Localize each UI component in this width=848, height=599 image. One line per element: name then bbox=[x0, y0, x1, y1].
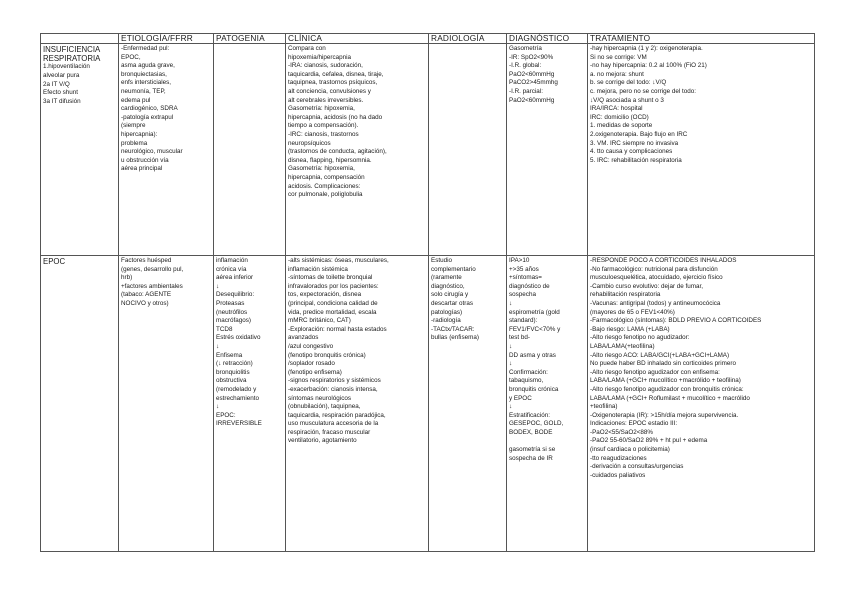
text-line: -No farmacológico: nutricional para disfunción bbox=[590, 265, 718, 273]
text-line: Si no se corrige: VM bbox=[590, 53, 647, 61]
text-line: (mayores de 65 o FEV1<40%) bbox=[590, 308, 675, 316]
text-line: inflamación sistémica bbox=[288, 265, 348, 273]
row-title bbox=[43, 257, 116, 266]
text-line: Estudio bbox=[431, 257, 453, 264]
text-line: (principal, condiciona calidad de bbox=[288, 299, 378, 307]
text-line: ↓ bbox=[509, 342, 513, 350]
text-line: diagnóstico, bbox=[431, 282, 465, 290]
text-line: ↓ bbox=[509, 403, 513, 411]
text-line: 5. IRC: rehabilitación respiratoria bbox=[590, 156, 682, 164]
text-line: tiempo a compensación). bbox=[288, 122, 359, 130]
text-line: (↓ retracción) bbox=[216, 360, 253, 368]
text-line: Desequilibrio: bbox=[216, 291, 255, 299]
text-line: -Exploración: normal hasta estados bbox=[288, 325, 387, 333]
text-line: taquicardia, cefalea, disnea, tiraje, bbox=[288, 70, 384, 78]
cell-patogenia bbox=[214, 256, 286, 552]
text-line: enfs intersticiales, bbox=[121, 79, 172, 87]
text-line: patologías) bbox=[431, 308, 463, 316]
text-line bbox=[509, 437, 585, 446]
text-line: standard): bbox=[509, 317, 538, 325]
text-line: respiración, fracaso muscular bbox=[288, 428, 371, 436]
text-line: acidosis. Complicaciones: bbox=[288, 182, 361, 190]
text-line: BODEX, BODE bbox=[509, 428, 553, 436]
table-row-insuficiencia bbox=[41, 44, 815, 256]
text-line: test bd- bbox=[509, 334, 530, 342]
text-line: (insuf cardiaca o policitemia) bbox=[590, 446, 670, 454]
cell-diagnostico bbox=[507, 44, 588, 256]
text-line: -RESPONDE POCO A CORTICOIDES INHALADOS bbox=[590, 257, 737, 264]
text-line: EPOC, bbox=[121, 53, 141, 61]
text-line: NOCIVO y otros) bbox=[121, 299, 169, 307]
header-radiologia: RADIOLOGÍA bbox=[429, 34, 507, 44]
text-line: hipercapnia, acidosis (no ha dado bbox=[288, 113, 383, 121]
text-line: neumonía, TEP, bbox=[121, 87, 166, 95]
text-line: -Cambio curso evolutivo: dejar de fumar, bbox=[590, 282, 704, 290]
text-line: hipercapnia): bbox=[121, 130, 158, 138]
text-line: -Alto riesgo fenotipo no agudizador: bbox=[590, 334, 690, 342]
text-line: INSUFICIENCIA bbox=[43, 45, 101, 54]
cell-etiologia bbox=[119, 256, 214, 552]
text-line: (siempre bbox=[121, 122, 146, 130]
text-line: RESPIRATORIA bbox=[43, 54, 101, 64]
text-line: ↓V/Q asociada a shunt o 3 bbox=[590, 96, 664, 104]
text-line: bronquiolitis bbox=[216, 368, 250, 376]
text-line: alt cerebrales irreversibles. bbox=[288, 96, 364, 104]
text-line: (tabaco: AGENTE bbox=[121, 291, 172, 299]
text-line: -IR: SpO2<90% bbox=[509, 53, 554, 61]
text-line: b. se corrige del todo: ↓V/Q bbox=[590, 79, 667, 87]
text-line: PaCO2>45mmhg bbox=[509, 79, 558, 87]
text-line: -I.R. parcial: bbox=[509, 87, 543, 95]
text-line: aérea inferior bbox=[216, 274, 254, 282]
text-line: -TACtx/TACAR: bbox=[431, 325, 475, 333]
text-line: No puede haber BD inhalado sin corticoides primero bbox=[590, 360, 736, 368]
text-line: rehabilitación respiratoria bbox=[590, 291, 661, 299]
text-line: /azul congestivo bbox=[288, 342, 334, 350]
cell-radiologia bbox=[429, 44, 507, 256]
header-tratamiento: TRATAMIENTO bbox=[588, 34, 815, 44]
cell-clinica bbox=[286, 44, 429, 256]
text-line: sospecha bbox=[509, 291, 536, 299]
text-line: 1. medidas de soporte bbox=[590, 122, 653, 130]
header-clinica: CLÍNICA bbox=[286, 34, 429, 44]
text-line: (raramente bbox=[431, 274, 462, 282]
text-line: -cuidados paliativos bbox=[590, 471, 646, 479]
text-line: Compara con bbox=[288, 45, 326, 52]
text-line: GESEPOC, GOLD, bbox=[509, 420, 564, 428]
text-line: hipoxemia/hipercapnia bbox=[288, 53, 352, 61]
text-line: (obnubilación), taquipnea, bbox=[288, 403, 361, 411]
text-line: ↓ bbox=[216, 282, 220, 290]
header-cell-blank bbox=[41, 34, 119, 44]
text-line: Confirmación: bbox=[509, 368, 548, 376]
text-line: PaO2<60mmHg bbox=[509, 70, 555, 78]
cell-radiologia bbox=[429, 256, 507, 552]
text-line: (fenotipo bronquitis crónica) bbox=[288, 351, 366, 359]
text-line: c. mejora, pero no se corrige del todo: bbox=[590, 87, 697, 95]
text-line: -Alto riesgo fenotipo agudizador con bronquitis crónica: bbox=[590, 385, 744, 393]
text-line: 2a IT V/Q bbox=[43, 80, 70, 88]
cell-row-title bbox=[41, 44, 119, 256]
text-line: Efecto shunt bbox=[43, 89, 79, 97]
text-line: asma aguda grave, bbox=[121, 62, 175, 70]
text-line: 3. VM. IRC siempre no invasiva bbox=[590, 139, 679, 147]
text-line: Indicaciones: EPOC estadio III: bbox=[590, 420, 678, 428]
cell-patogenia bbox=[214, 44, 286, 256]
text-line: +teofilina) bbox=[590, 403, 618, 411]
text-line: vida, predice mortalidad, escala bbox=[288, 308, 377, 316]
text-line: -Vacunas: antigripal (todos) y antineumocócica bbox=[590, 299, 721, 307]
text-line: IRC: domicilio (OCD) bbox=[590, 113, 649, 121]
text-line: PaO2<60mmHg bbox=[509, 96, 555, 104]
text-line: EPOC: bbox=[216, 411, 236, 419]
header-etiologia: ETIOLOGÍA/FFRR bbox=[119, 34, 214, 44]
cell-tratamiento bbox=[588, 44, 815, 256]
text-line: DD asma y otras bbox=[509, 351, 556, 359]
text-line: solo cirugía y bbox=[431, 291, 469, 299]
row-title bbox=[43, 45, 116, 63]
text-line: y EPOC bbox=[509, 394, 532, 402]
text-line: neuropsíquicos bbox=[288, 139, 331, 147]
text-line: obstructiva bbox=[216, 377, 247, 385]
text-line: gasometría si se bbox=[509, 446, 556, 454]
text-line: +factores ambientales bbox=[121, 282, 183, 290]
text-line: Enfisema bbox=[216, 351, 243, 359]
header-patogenia: PATOGENIA bbox=[214, 34, 286, 44]
text-line: inflamación bbox=[216, 257, 248, 264]
text-line: síntomas neurológicos bbox=[288, 394, 352, 402]
text-line: /soplador rosado bbox=[288, 360, 335, 368]
header-row bbox=[41, 34, 815, 44]
text-line: -radiología bbox=[431, 317, 461, 325]
text-line: bullas (enfisema) bbox=[431, 334, 479, 342]
text-line: TCD8 bbox=[216, 325, 233, 333]
text-line: LABA/LAMA (+GCI+ Roflumilast + mucolítico + macrólido bbox=[590, 394, 750, 402]
text-line: LABA/LAMA(+teofilina) bbox=[590, 342, 655, 350]
row-subtitle bbox=[43, 63, 116, 106]
text-line: -hay hipercapnia (1 y 2): oxigenoterapia. bbox=[590, 45, 703, 52]
text-line: Gasometría: hipoxemia, bbox=[288, 165, 355, 173]
text-line: bronquitis crónica bbox=[509, 385, 559, 393]
text-line: diagnóstico de bbox=[509, 282, 550, 290]
cell-row-title bbox=[41, 256, 119, 552]
text-line: 2.oxigenoterapia. Bajo flujo en IRC bbox=[590, 130, 688, 138]
text-line: tabaquismo, bbox=[509, 377, 544, 385]
text-line: cardiogénico, SDRA bbox=[121, 105, 178, 113]
text-line: -Alto riesgo ACO: LABA/GCI(+LABA+GCI+LAMA) bbox=[590, 351, 730, 359]
text-line: Estratificación: bbox=[509, 411, 550, 419]
text-line: -Enfermedad pul: bbox=[121, 45, 170, 52]
text-line: Estrés oxidativo bbox=[216, 334, 261, 342]
text-line: -PaO2 55-60/SaO2 89% + ht pul + edema bbox=[590, 437, 708, 445]
text-line: -IRA: cianosis, sudoración, bbox=[288, 62, 363, 70]
text-line: +síntomas= bbox=[509, 274, 542, 282]
text-line: u obstrucción vía bbox=[121, 156, 169, 164]
text-line: -Farmacológico (síntomas): BDLD PREVIO A CORTICOIDES bbox=[590, 317, 762, 325]
text-line: -exacerbación: cianosis intensa, bbox=[288, 385, 378, 393]
text-line: a. no mejora: shunt bbox=[590, 70, 644, 78]
text-line: uso musculatura accesoria de la bbox=[288, 420, 379, 428]
text-line: -alts sistémicas: óseas, musculares, bbox=[288, 257, 389, 264]
text-line: complementario bbox=[431, 265, 476, 273]
cell-diagnostico bbox=[507, 256, 588, 552]
text-line: hrb) bbox=[121, 274, 133, 282]
text-line: ↓ bbox=[216, 342, 220, 350]
text-line: -I.R. global: bbox=[509, 62, 542, 70]
text-line: cor pulmonale, poliglobulia bbox=[288, 191, 363, 199]
text-line: ↓ bbox=[509, 360, 513, 368]
text-line: -PaO2<55/SaO2<88% bbox=[590, 428, 654, 436]
text-line: 3a IT difusión bbox=[43, 97, 81, 105]
text-line: problema bbox=[121, 139, 148, 147]
text-line: alt conciencia, convulsiones y bbox=[288, 87, 371, 95]
text-line: -síntomas de toilette bronquial bbox=[288, 274, 373, 282]
text-line: -tto reagudizaciones bbox=[590, 454, 647, 462]
text-line: LABA/LAMA (+GCI+ mucolítico +macrólido + teofilina) bbox=[590, 377, 741, 385]
text-line: (neutrófilos bbox=[216, 308, 248, 316]
text-line: hipercapnia, compensación bbox=[288, 173, 365, 181]
text-line: IPA>10 bbox=[509, 257, 530, 264]
text-line: (remodelado y bbox=[216, 385, 257, 393]
text-line: descartar otras bbox=[431, 299, 473, 307]
text-line: ventilatorio, agotamiento bbox=[288, 437, 357, 445]
text-line: EPOC bbox=[43, 257, 66, 266]
text-line: disnea, flapping, hipersomnia. bbox=[288, 156, 372, 164]
header-diagnostico: DIAGNÓSTICO bbox=[507, 34, 588, 44]
text-line: aérea principal bbox=[121, 165, 163, 173]
text-line: bronquiectasias, bbox=[121, 70, 167, 78]
text-line: neurológico, muscular bbox=[121, 148, 183, 156]
text-line: macrófagos) bbox=[216, 317, 251, 325]
text-line: estrechamiento bbox=[216, 394, 260, 402]
text-line: -no hay hipercapnia: 0.2 al 100% (FiO 21) bbox=[590, 62, 707, 70]
text-line: espirometría (gold bbox=[509, 308, 560, 316]
text-line: crónica vía bbox=[216, 265, 247, 273]
text-line: (genes, desarrollo pul, bbox=[121, 265, 184, 273]
text-line: -Oxigenoterapia (IR): >15h/día mejora supervivencia. bbox=[590, 411, 739, 419]
text-line: musculoesquelética, atocuidado, ejercicio físico bbox=[590, 274, 723, 282]
text-line: IRA/IRCA: hospital bbox=[590, 105, 643, 113]
text-line: IRREVERSIBLE bbox=[216, 420, 262, 428]
cell-tratamiento bbox=[588, 256, 815, 552]
text-line: FEV1/FVC<70% y bbox=[509, 325, 561, 333]
text-line: 1.hipoventilación bbox=[43, 63, 90, 71]
text-line: Proteasas bbox=[216, 299, 245, 307]
text-line: 4. tto causa y complicaciones bbox=[590, 148, 673, 156]
text-line: -Alto riesgo fenotipo agudizador con enfisema: bbox=[590, 368, 720, 376]
cell-clinica bbox=[286, 256, 429, 552]
text-line: taquicardia, respiración paradójica, bbox=[288, 411, 386, 419]
text-line: -IRC: cianosis, trastornos bbox=[288, 130, 359, 138]
text-line: taquipnea, trastornos psíquicos, bbox=[288, 79, 378, 87]
text-line: ↓ bbox=[216, 403, 220, 411]
text-line: (fenotipo enfisema) bbox=[288, 368, 342, 376]
text-line: tos, expectoración, disnea bbox=[288, 291, 362, 299]
text-line: -derivación a consultas/urgencias bbox=[590, 463, 684, 471]
text-line: -Bajo riesgo: LAMA (+LABA) bbox=[590, 325, 670, 333]
cell-etiologia bbox=[119, 44, 214, 256]
text-line: ↓ bbox=[509, 299, 513, 307]
text-line: mMRC británico, CAT) bbox=[288, 317, 351, 325]
text-line: infravalorados por los pacientes: bbox=[288, 282, 379, 290]
text-line: alveolar pura bbox=[43, 72, 80, 79]
table-row-epoc bbox=[41, 256, 815, 552]
text-line: -signos respiratorios y sistémicos bbox=[288, 377, 381, 385]
text-line: (trastornos de conducta, agitación), bbox=[288, 148, 387, 156]
text-line: sospecha de IR bbox=[509, 454, 553, 462]
text-line: -patología extrapul bbox=[121, 113, 174, 121]
text-line: +>35 años bbox=[509, 265, 539, 273]
text-line: Gasometría: hipoxemia, bbox=[288, 105, 355, 113]
text-line: Factores huésped bbox=[121, 257, 172, 264]
summary-table bbox=[40, 33, 815, 552]
text-line: edema pul bbox=[121, 96, 151, 104]
text-line: Gasometría bbox=[509, 45, 542, 52]
text-line: avanzados bbox=[288, 334, 319, 342]
